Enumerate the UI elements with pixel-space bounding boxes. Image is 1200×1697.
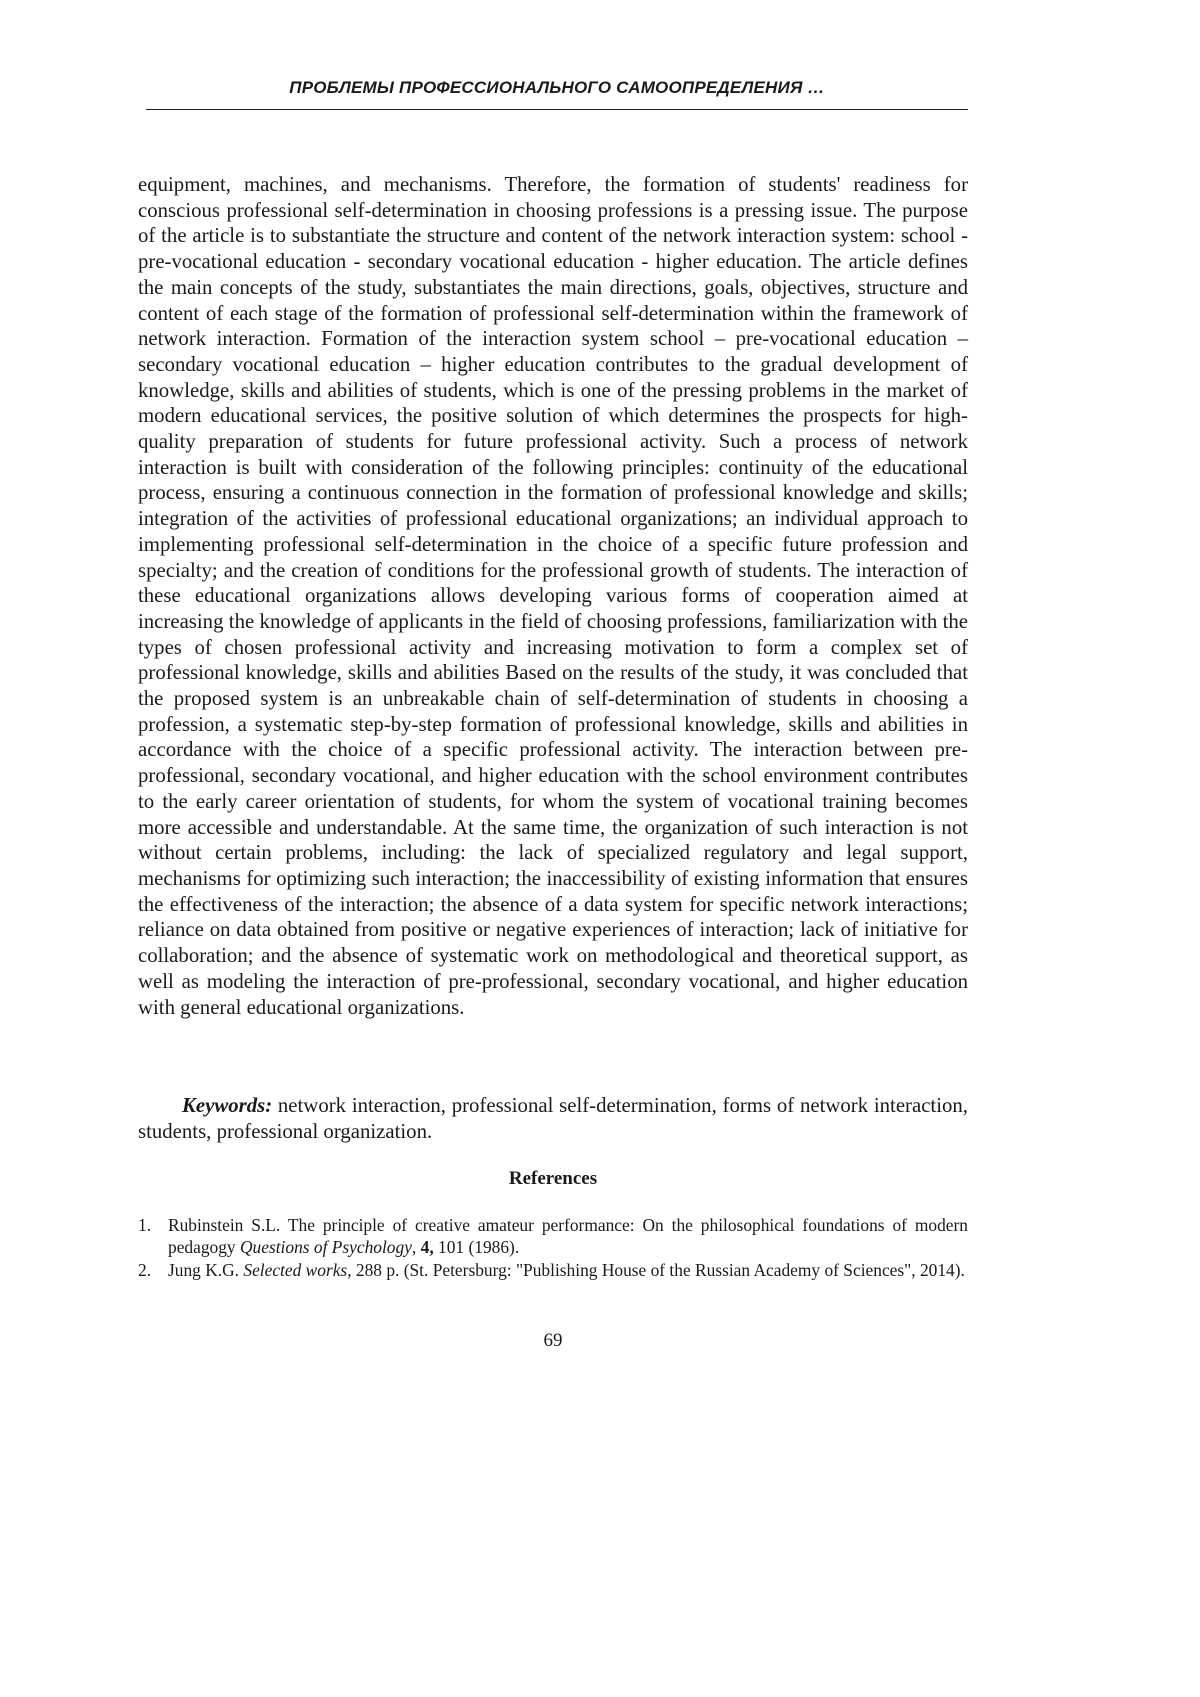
reference-item — [138, 1215, 968, 1258]
abstract-paragraph: equipment, machines, and mechanisms. Therefore, the formation of students' readiness for conscious professional self-determination in choosing professions is a pressing issue. The purpose of the article is to substantiate the structure and content of the network interaction system: school - pre-vocational education - secondary vocational education - higher education. The article defines the main concepts of the study, substantiates the main directions, goals, objectives, structure and content of each stage of the formation of professional self-determination within the framework of network interaction. Formation of the interaction system school – pre-vocational education – secondary vocational education – higher education contributes to the gradual development of knowledge, skills and abilities of students, which is one of the pressing problems in the market of modern educational services, the positive solution of which determines the prospects for high-quality preparation of students for future professional activity. Such a process of network interaction is built with consideration of the following principles: continuity of the educational process, ensuring a continuous connection in the formation of professional knowledge and skills; integration of the activities of professional educational organizations; an individual approach to implementing professional self-determination in the choice of a specific future profession and specialty; and the creation of conditions for the professional growth of students. The interaction of these educational organizations allows developing various forms of cooperation aimed at increasing the knowledge of applicants in the field of choosing professions, familiarization with the types of chosen professional activity and increasing motivation to form a complex set of professional knowledge, skills and abilities Based on the results of the study, it was concluded that the proposed system is an unbreakable chain of self-determination of students in choosing a profession, a systematic step-by-step formation of professional knowledge, skills and abilities in accordance with the choice of a specific professional activity. The interaction between pre-professional, secondary vocational, and higher education with the school environment contributes to the early career orientation of students, for whom the system of vocational training becomes more accessible and understandable. At the same time, the organization of such interaction is not without certain problems, including: the lack of specialized regulatory and legal support, mechanisms for optimizing such interaction; the inaccessibility of existing information that ensures the effectiveness of the interaction; the absence of a data system for specific network interactions; reliance on data obtained from positive or negative experiences of interaction; lack of initiative for collaboration; and the absence of systematic work on methodological and theoretical support, as well as modeling the interaction of pre-professional, secondary vocational, and higher education with general educational organizations. — [138, 172, 968, 1020]
references-list — [138, 1215, 968, 1284]
page-number: 69 — [138, 1330, 968, 1352]
reference-item — [138, 1260, 968, 1282]
keywords-paragraph — [138, 1093, 968, 1144]
reference-text: Rubinstein S.L. The principle of creative amateur performance: On the philosophical foundations of modern pedagogy — [168, 1215, 968, 1257]
reference-text: Jung K.G. — [168, 1260, 243, 1280]
reference-journal: Questions of Psychology — [240, 1237, 412, 1257]
header-rule — [146, 109, 968, 110]
reference-separator: , — [412, 1237, 421, 1257]
references-heading: References — [138, 1168, 968, 1190]
reference-number: 2. — [138, 1260, 151, 1282]
keywords-text: network interaction, professional self-determination, forms of network interaction, students, professional organization. — [138, 1094, 968, 1143]
running-header: ПРОБЛЕМЫ ПРОФЕССИОНАЛЬНОГО САМООПРЕДЕЛЕНИЯ … — [146, 78, 968, 98]
reference-volume: 4, — [421, 1237, 434, 1257]
keywords-label: Keywords: — [182, 1094, 272, 1117]
reference-number: 1. — [138, 1215, 151, 1237]
reference-title: Selected works — [243, 1260, 347, 1280]
reference-tail: , 288 p. (St. Petersburg: "Publishing House of the Russian Academy of Sciences", 2014). — [347, 1260, 965, 1280]
reference-tail: 101 (1986). — [434, 1237, 520, 1257]
